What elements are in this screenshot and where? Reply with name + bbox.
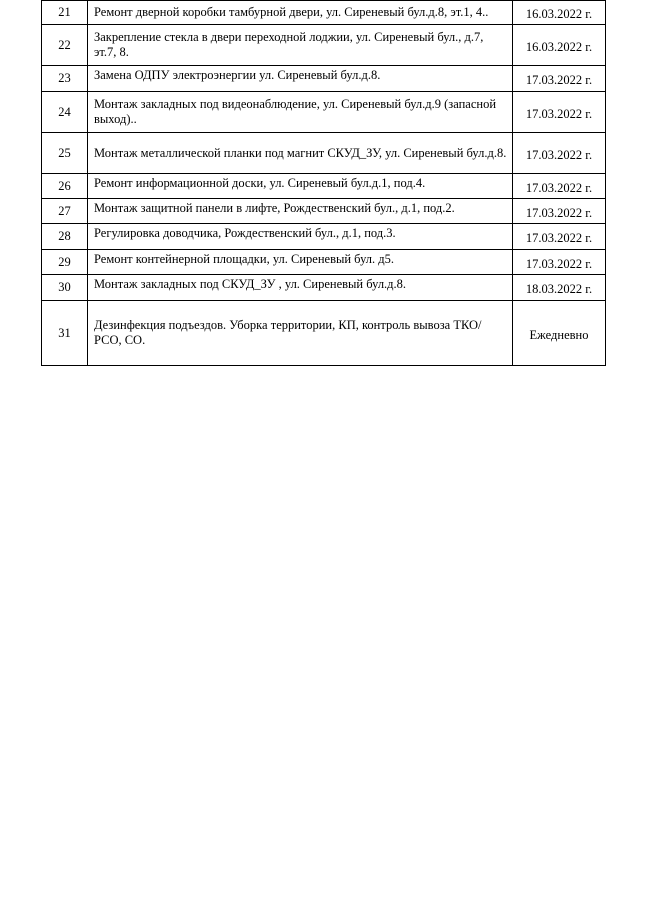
row-date: 17.03.2022 г. — [513, 133, 606, 174]
row-description: Монтаж закладных под СКУД_ЗУ , ул. Сиреневый бул.д.8. — [88, 275, 513, 301]
row-date: 17.03.2022 г. — [513, 250, 606, 275]
table-row — [42, 66, 606, 92]
row-number: 28 — [42, 224, 88, 250]
row-date: 16.03.2022 г. — [513, 25, 606, 66]
row-description: Монтаж металлической планки под магнит СКУД_ЗУ, ул. Сиреневый бул.д.8. — [88, 133, 513, 174]
row-number: 21 — [42, 1, 88, 25]
row-date: 18.03.2022 г. — [513, 275, 606, 301]
row-description: Монтаж защитной панели в лифте, Рождественский бул., д.1, под.2. — [88, 199, 513, 224]
row-number: 24 — [42, 92, 88, 133]
row-date: Ежедневно — [513, 301, 606, 366]
row-date: 17.03.2022 г. — [513, 92, 606, 133]
table-row — [42, 174, 606, 199]
table-row — [42, 199, 606, 224]
row-date: 17.03.2022 г. — [513, 66, 606, 92]
table-row — [42, 224, 606, 250]
row-description: Закрепление стекла в двери переходной лоджии, ул. Сиреневый бул., д.7, эт.7, 8. — [88, 25, 513, 66]
table-row — [42, 92, 606, 133]
row-date: 17.03.2022 г. — [513, 199, 606, 224]
row-number: 30 — [42, 275, 88, 301]
works-table — [41, 0, 606, 366]
table-row — [42, 1, 606, 25]
row-number: 25 — [42, 133, 88, 174]
row-number: 31 — [42, 301, 88, 366]
table-row — [42, 275, 606, 301]
row-date: 17.03.2022 г. — [513, 174, 606, 199]
row-number: 29 — [42, 250, 88, 275]
row-description: Монтаж закладных под видеонаблюдение, ул. Сиреневый бул.д.9 (запасной выход).. — [88, 92, 513, 133]
table-row — [42, 133, 606, 174]
row-description: Ремонт контейнерной площадки, ул. Сиреневый бул. д5. — [88, 250, 513, 275]
row-number: 23 — [42, 66, 88, 92]
row-description: Ремонт дверной коробки тамбурной двери, ул. Сиреневый бул.д.8, эт.1, 4.. — [88, 1, 513, 25]
row-description: Ремонт информационной доски, ул. Сиреневый бул.д.1, под.4. — [88, 174, 513, 199]
row-number: 22 — [42, 25, 88, 66]
row-description: Замена ОДПУ электроэнергии ул. Сиреневый бул.д.8. — [88, 66, 513, 92]
row-number: 26 — [42, 174, 88, 199]
table-row — [42, 250, 606, 275]
row-number: 27 — [42, 199, 88, 224]
row-description: Регулировка доводчика, Рождественский бул., д.1, под.3. — [88, 224, 513, 250]
row-date: 16.03.2022 г. — [513, 1, 606, 25]
row-description: Дезинфекция подъездов. Уборка территории, КП, контроль вывоза ТКО/РСО, СО. — [88, 301, 513, 366]
table-row — [42, 301, 606, 366]
row-date: 17.03.2022 г. — [513, 224, 606, 250]
table-row — [42, 25, 606, 66]
